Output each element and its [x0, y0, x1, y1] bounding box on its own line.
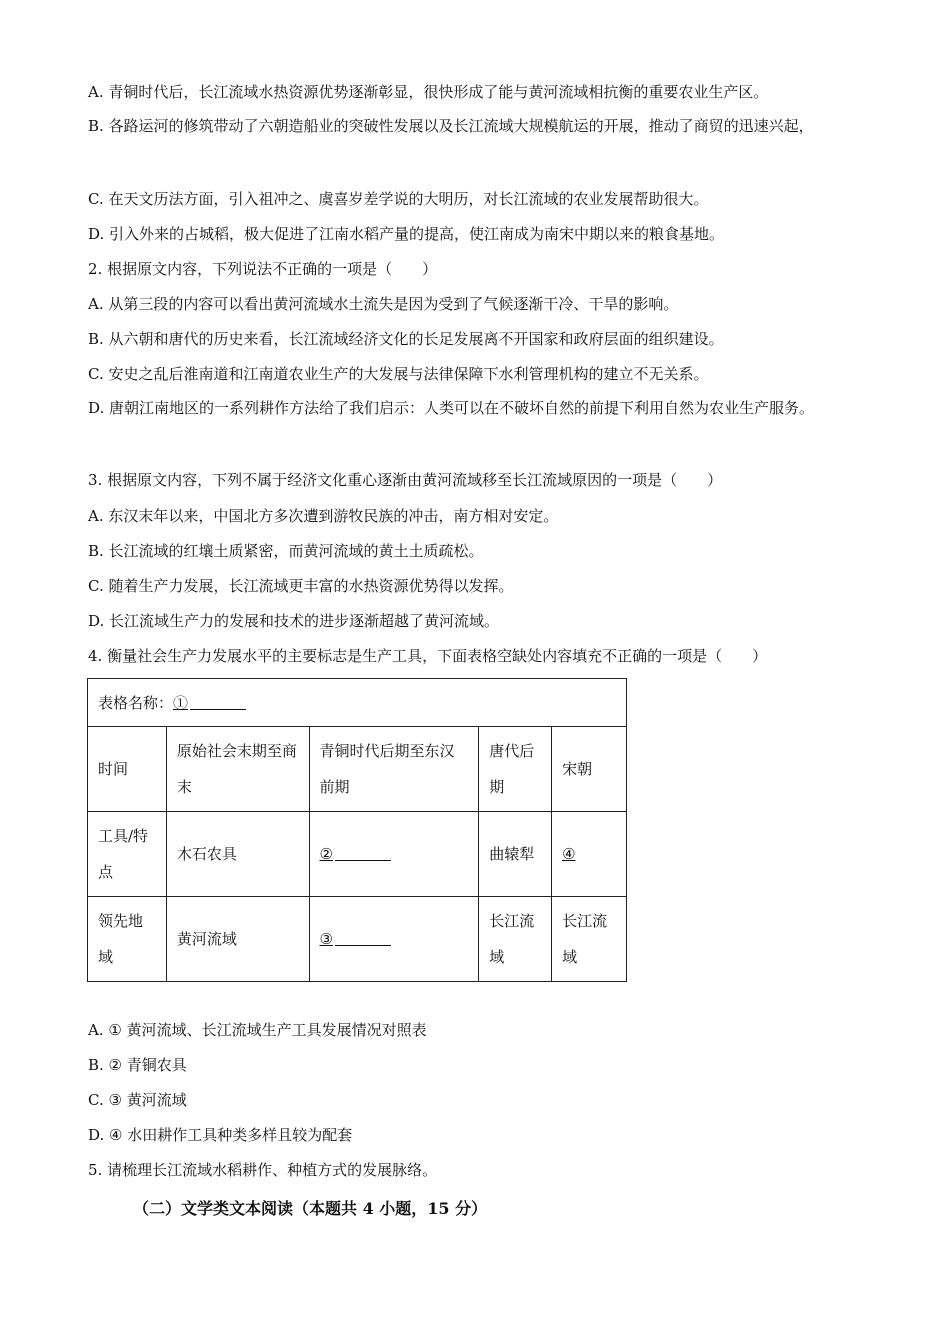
- q1-option-b: B. 各路运河的修筑带动了六朝造船业的突破性发展以及长江流域大规模航运的开展，推动了商贸的迅速兴起，: [88, 117, 814, 135]
- q3-option-a: A. 东汉末年以来，中国北方多次遭到游牧民族的冲击，南方相对安定。: [88, 507, 559, 525]
- q2-option-c: C. 安史之乱后淮南道和江南道农业生产的大发展与法律保障下水利管理机构的建立不无关系。: [88, 365, 709, 383]
- q4-option-c: C. ③ 黄河流域: [88, 1091, 187, 1109]
- q1-option-c: C. 在天文历法方面，引入祖冲之、虞喜岁差学说的大明历，对长江流域的农业发展帮助很大。: [88, 190, 709, 208]
- blank-2: ②: [319, 845, 333, 863]
- table-cell: 唐代后期: [479, 727, 552, 812]
- blank-3: ③: [319, 930, 333, 948]
- table-cell: 长江流域: [479, 897, 552, 982]
- table-cell: 长江流域: [552, 897, 627, 982]
- blank-1-line: [190, 695, 246, 710]
- q3-option-d: D. 长江流域生产力的发展和技术的进步逐渐超越了黄河流域。: [88, 612, 500, 630]
- q2-option-a: A. 从第三段的内容可以看出黄河流域水土流失是因为受到了气候逐渐干冷、干旱的影响。: [88, 295, 679, 313]
- table-title-cell: [88, 679, 627, 727]
- table-title-label: 表格名称：: [98, 693, 174, 712]
- table-cell: 黄河流域: [166, 897, 309, 982]
- table-cell: 曲辕犁: [479, 812, 552, 897]
- table-cell: 宋朝: [552, 727, 627, 812]
- table-cell: [309, 897, 479, 982]
- q4-option-a: A. ① 黄河流域、长江流域生产工具发展情况对照表: [88, 1021, 427, 1039]
- table-cell: 领先地域: [88, 897, 167, 982]
- q4-option-d: D. ④ 水田耕作工具种类多样且较为配套: [88, 1126, 353, 1144]
- table-row-region: [88, 897, 627, 982]
- q1-option-a: A. 青铜时代后，长江流域水热资源优势逐渐彰显，很快形成了能与黄河流域相抗衡的重要农业生产区。: [88, 83, 769, 101]
- table-row-tool: [88, 812, 627, 897]
- blank-2-line: [335, 846, 391, 861]
- q3-option-c: C. 随着生产力发展，长江流域更丰富的水热资源优势得以发挥。: [88, 577, 514, 595]
- table-cell: 工具/特点: [88, 812, 167, 897]
- q5-stem: 5. 请梳理长江流域水稻耕作、种植方式的发展脉络。: [88, 1161, 438, 1179]
- q3-stem: 3. 根据原文内容，下列不属于经济文化重心逐渐由黄河流域移至长江流域原因的一项是（ ）: [88, 471, 723, 489]
- q1-option-d: D. 引入外来的占城稻，极大促进了江南水稻产量的提高，使江南成为南宋中期以来的粮食基地。: [88, 225, 725, 243]
- table-cell: 木石农具: [166, 812, 309, 897]
- table-cell: 时间: [88, 727, 167, 812]
- table-cell: [552, 812, 627, 897]
- table-row-time: [88, 727, 627, 812]
- table-cell: 原始社会末期至商末: [166, 727, 309, 812]
- tool-comparison-table: [87, 678, 627, 982]
- blank-3-line: [335, 931, 391, 946]
- q3-option-b: B. 长江流域的红壤土质紧密，而黄河流域的黄土土质疏松。: [88, 542, 484, 560]
- q2-stem: 2. 根据原文内容，下列说法不正确的一项是（ ）: [88, 260, 438, 278]
- blank-4: ④: [562, 845, 576, 863]
- table-cell: [309, 812, 479, 897]
- q2-option-d: D. 唐朝江南地区的一系列耕作方法给了我们启示：人类可以在不破坏自然的前提下利用自然为农业生产服务。: [88, 399, 815, 417]
- q4-stem: 4. 衡量社会生产力发展水平的主要标志是生产工具，下面表格空缺处内容填充不正确的一项是（ ）: [88, 647, 768, 665]
- q2-option-b: B. 从六朝和唐代的历史来看，长江流域经济文化的长足发展离不开国家和政府层面的组织建设。: [88, 330, 724, 348]
- blank-1: ①: [173, 693, 189, 712]
- section-heading: （二）文学类文本阅读（本题共 4 小题，15 分）: [133, 1199, 488, 1218]
- q4-option-b: B. ② 青铜农具: [88, 1056, 187, 1074]
- table-cell: 青铜时代后期至东汉前期: [309, 727, 479, 812]
